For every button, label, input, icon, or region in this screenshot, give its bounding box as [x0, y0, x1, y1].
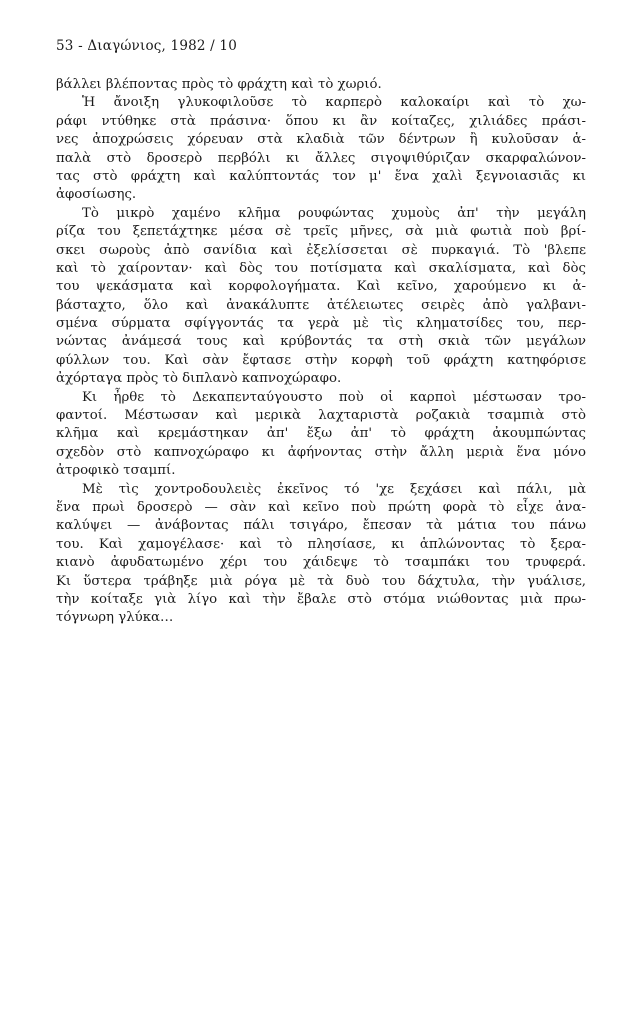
paragraph	[56, 94, 586, 204]
text-line: νώντας ἀνάμεσά τους καὶ κρύβοντάς τα στὴ σκιὰ τῶν μεγάλων	[56, 334, 586, 350]
text-line: σκει σωροὺς ἀπὸ σανίδια καὶ ἐξελίσσεται σὲ πυρκαγιά. Τὸ 'βλεπε	[56, 242, 586, 258]
text-line: βάλλει βλέποντας πρὸς τὸ φράχτη καὶ τὸ χωριό.	[56, 77, 382, 92]
text-line: σχεδὸν στὸ καπνοχώραφο κι ἀφήνοντας στὴν ἄλλη μεριὰ ἕνα μόνο	[56, 444, 586, 460]
text-line: παλὰ στὸ δροσερὸ περβόλι κι ἄλλες σιγοψιθύριζαν σκαρφαλώνον-	[56, 150, 586, 166]
text-line: φύλλων του. Καὶ σὰν ἔφτασε στὴν κορφὴ τοῦ φράχτη κατηφόρισε	[56, 352, 586, 368]
text-line: ἀτροφικὸ τσαμπί.	[56, 463, 176, 479]
text-line: Τὸ μικρὸ χαμένο κλῆμα ρουφώντας χυμοὺς ἀπ' τὴν μεγάλη	[82, 205, 586, 221]
text-line: Κι ἦρθε τὸ Δεκαπενταύγουστο ποὺ οἱ καρποὶ μέστωσαν τρο-	[82, 389, 586, 405]
paragraph	[56, 76, 586, 94]
text-line: φαντοί. Μέστωσαν καὶ μερικὰ λαχταριστὰ ροζακιὰ τσαμπιὰ στὸ	[56, 408, 586, 424]
text-line: ράφι ντύθηκε στὰ πράσινα· ὅπου κι ἂν κοίταζες, χιλιάδες πράσι-	[56, 113, 586, 129]
body-text	[56, 76, 586, 628]
text-line: καὶ τὸ χαίρονταν· καὶ δὸς του ποτίσματα καὶ σκαλίσματα, καὶ δὸς	[56, 260, 586, 276]
text-line: Κι ὕστερα τράβηξε μιὰ ρόγα μὲ τὰ δυὸ του δάχτυλα, τὴν γυάλισε,	[56, 573, 586, 589]
paragraph	[56, 205, 586, 389]
paragraph	[56, 481, 586, 628]
text-line: κλῆμα καὶ κρεμάστηκαν ἀπ' ἔξω ἀπ' τὸ φράχτη ἀκουμπώντας	[56, 426, 586, 442]
text-line: του. Καὶ χαμογέλασε· καὶ τὸ πλησίασε, κι ἁπλώνοντας τὸ ξερα-	[56, 536, 586, 552]
text-line: Μὲ τὶς χοντροδουλειὲς ἐκεῖνος τό 'χε ξεχάσει καὶ πάλι, μὰ	[82, 481, 586, 497]
text-line: βάσταχτο, ὅλο καὶ ἀνακάλυπτε ἀτέλειωτες σειρὲς ἀπὸ γαλβανι-	[56, 297, 586, 313]
text-line: ἀφοσίωσης.	[56, 187, 137, 203]
text-line: νες ἀποχρώσεις χόρευαν στὰ κλαδιὰ τῶν δέντρων ἢ κυλοῦσαν ἁ-	[56, 132, 586, 148]
text-line: τόγνωρη γλύκα…	[56, 610, 174, 626]
text-line: καλύψει — ἀνάβοντας πάλι τσιγάρο, ἔπεσαν τὰ μάτια του πάνω	[56, 518, 586, 534]
text-line: ἕνα πρωὶ δροσερὸ — σὰν καὶ κεῖνο ποὺ πρώτη φορὰ τὸ εἶχε ἀνα-	[56, 499, 586, 515]
text-line: τας στὸ φράχτη καὶ καλύπτοντάς τον μ' ἕνα χαλὶ ξεγνοιασιᾶς κι	[56, 168, 586, 184]
text-line: κιανὸ ἀφυδατωμένο χέρι του χάιδεψε τὸ τσαμπάκι του τρυφερά.	[56, 555, 586, 571]
text-line: ἀχόρταγα πρὸς τὸ διπλανὸ καπνοχώραφο.	[56, 371, 342, 387]
paragraph	[56, 389, 586, 481]
text-line: τὴν κοίταξε γιὰ λίγο καὶ τὴν ἔβαλε στὸ στόμα νιώθοντας μιὰ πρω-	[56, 591, 586, 607]
text-line: σμένα σύρματα σφίγγοντάς τα γερὰ μὲ τὶς κληματσίδες του, περ-	[56, 316, 586, 332]
text-line: του ψεκάσματα καὶ κορφολογήματα. Καὶ κεῖνο, χαρούμενο κι ἀ-	[56, 279, 586, 295]
text-line: ρίζα του ξεπετάχτηκε μέσα σὲ τρεῖς μῆνες, σὰ μιὰ φωτιὰ ποὺ βρί-	[56, 224, 586, 240]
page	[56, 38, 586, 628]
running-head: 53 - Διαγώνιος, 1982 / 10	[56, 38, 237, 54]
text-line: Ἡ ἄνοιξη γλυκοφιλοῦσε τὸ καρπερὸ καλοκαίρι καὶ τὸ χω-	[82, 95, 586, 111]
